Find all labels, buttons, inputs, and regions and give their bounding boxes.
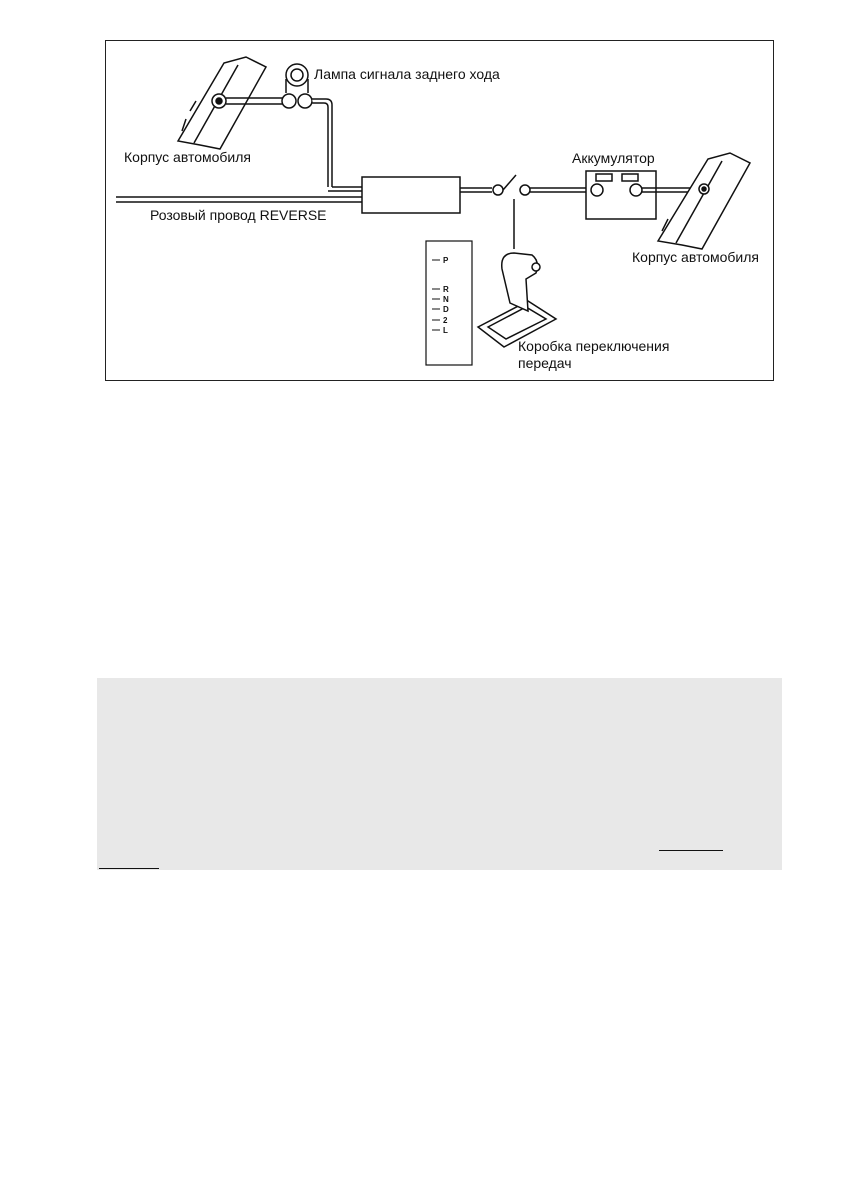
label-reverse-wire: Розовый провод REVERSE [150,207,327,223]
label-battery: Аккумулятор [572,150,655,166]
wiring-diagram-svg [106,41,775,382]
gear-indicator [426,241,472,365]
reverse-switch [460,175,592,249]
reverse-lamp-illustration [282,64,332,187]
label-gearbox-line1: Коробка переключения [518,338,670,354]
relay-box [362,177,460,213]
gear-label-p: P [443,256,449,265]
gear-label-l: L [443,326,448,335]
note-box [97,678,782,870]
wiring-diagram [105,40,774,381]
underline-mark-2 [99,868,159,869]
gear-label-d: D [443,305,449,314]
gear-label-r: R [443,285,449,294]
underline-mark-1 [659,850,723,851]
label-car-body-right: Корпус автомобиля [632,249,759,265]
reverse-wire [116,187,362,202]
label-reverse-lamp: Лампа сигнала заднего хода [314,66,500,82]
label-gearbox-line2: передач [518,355,572,371]
gear-label-n: N [443,295,449,304]
car-body-right-illustration [658,153,750,249]
gear-label-2: 2 [443,316,448,325]
label-car-body-left: Корпус автомобиля [124,149,251,165]
gear-shifter-illustration [478,253,556,347]
